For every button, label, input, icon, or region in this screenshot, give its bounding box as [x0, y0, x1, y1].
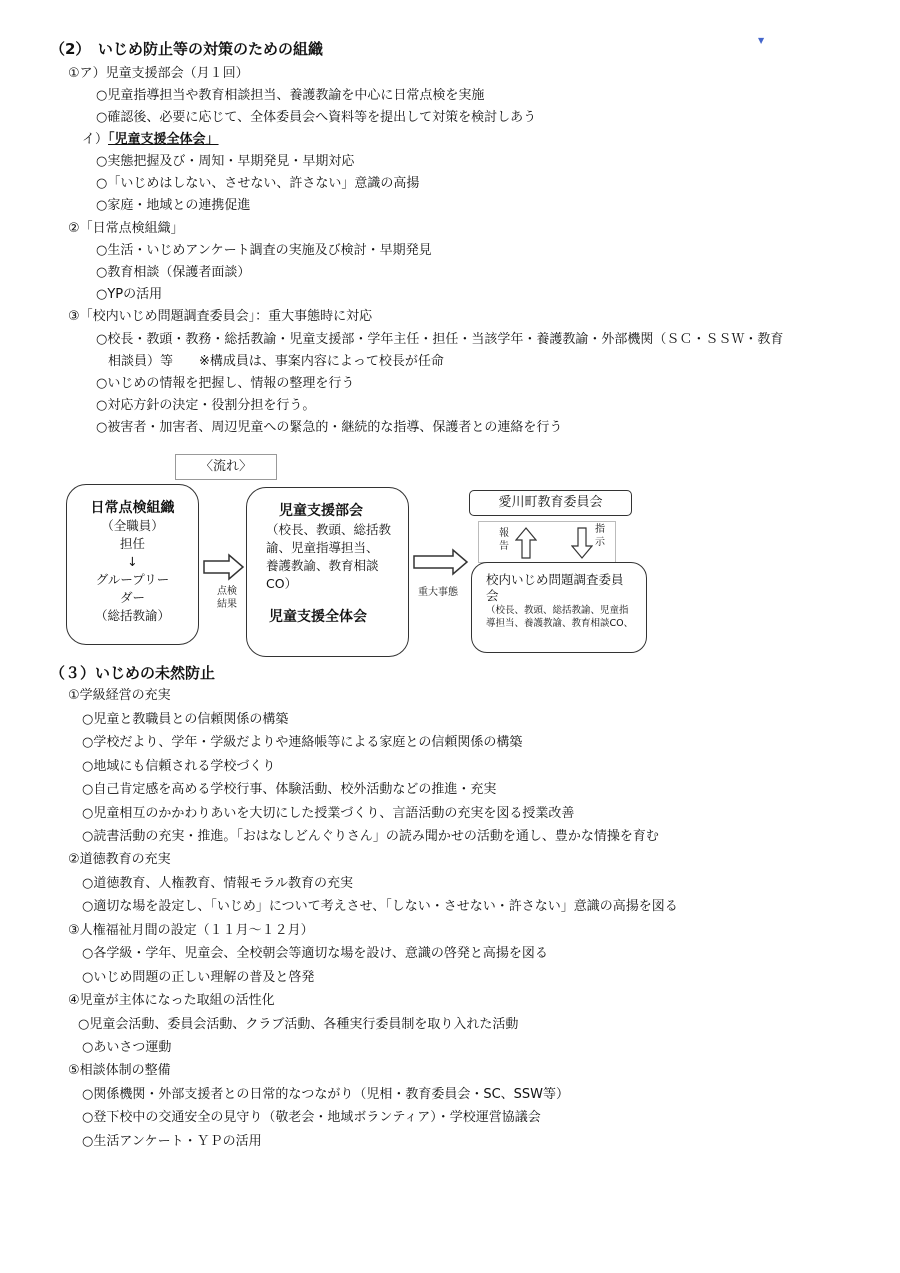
box-line: ↓ — [127, 554, 138, 569]
text-line: ○学校だより、学年・学級だよりや連絡帳等による家庭との信頼関係の構築 — [82, 735, 523, 750]
up-arrow-icon — [515, 527, 537, 559]
text-line: ②「日常点検組織」 — [68, 221, 184, 236]
section-3-heading: （３）いじめの未然防止 — [50, 664, 216, 682]
box-line: （校長、教頭、総括教諭、児童指 — [486, 605, 629, 616]
box-line: ダー — [119, 590, 145, 605]
corner-mark: ▼ — [758, 36, 765, 45]
text-line: ○生活アンケート・ＹＰの活用 — [82, 1134, 262, 1149]
text-line: ○いじめ問題の正しい理解の普及と啓発 — [82, 970, 315, 985]
box-line: 会 — [486, 588, 499, 603]
text-line: ○各学級・学年、児童会、全校朝会等適切な場を設け、意識の啓発と高揚を図る — [82, 946, 548, 961]
text-line: ○登下校中の交通安全の見守り（敬老会・地域ボランティア）・学校運営協議会 — [82, 1110, 541, 1125]
text-line: ○教育相談（保護者面談） — [96, 265, 251, 280]
box-title: 児童支援部会 — [279, 503, 363, 519]
text-line: ○自己肯定感を高める学校行事、体験活動、校外活動などの推進・充実 — [82, 782, 497, 797]
arrow-label: 重大事態 — [418, 587, 458, 598]
box-line: 校内いじめ問題調査委員 — [486, 572, 624, 587]
text-line: ○地域にも信頼される学校づくり — [82, 759, 276, 774]
text-line: ○家庭・地域との連携促進 — [96, 198, 251, 213]
text-line: ○被害者・加害者、周辺児童への緊急的・継続的な指導、保護者との連絡を行う — [96, 420, 563, 435]
text-line: ○あいさつ運動 — [82, 1040, 172, 1055]
text-line: ①学級経営の充実 — [68, 688, 171, 703]
text-line: ①ア）児童支援部会（月１回） — [68, 66, 249, 81]
report-label — [496, 527, 512, 553]
box-line: 導担当、養護教諭、教育相談CO、 — [486, 618, 634, 629]
text-line — [82, 131, 219, 149]
text-line: ○YPの活用 — [96, 287, 163, 302]
arrow-label-line: 点検 — [217, 586, 237, 597]
text-line: 相談員）等 ※構成員は、事案内容によって校長が任命 — [108, 354, 444, 369]
report-label-line: 告 — [499, 541, 509, 552]
box-line: （全職員） — [101, 518, 164, 533]
section-2-heading: （2） いじめ防止等の対策のための組織 — [50, 40, 323, 58]
text-line: ○いじめの情報を把握し、情報の整理を行う — [96, 376, 355, 391]
text-line: ③人権福祉月間の設定（１１月～１２月） — [68, 923, 314, 938]
down-arrow-icon — [571, 527, 593, 559]
box-line: 担任 — [119, 536, 145, 551]
report-label-line: 報 — [499, 528, 509, 539]
right-arrow-icon — [203, 553, 245, 581]
box-title: 日常点検組織 — [90, 500, 175, 516]
board-of-education-box: 愛川町教育委員会 — [469, 490, 632, 516]
underlined-title: 「児童支援全体会」 — [108, 132, 219, 147]
text-prefix: イ） — [82, 132, 109, 147]
box-line: グループリー — [95, 572, 170, 587]
text-line: ○校長・教頭・教務・総括教諭・児童支援部・学年主任・担任・当該学年・養護教諭・外部機関（ＳＣ・ＳＳＷ・教育 — [96, 332, 784, 347]
instruct-label-line: 示 — [595, 537, 605, 548]
box-line: 諭、児童指導担当、 — [266, 540, 379, 555]
text-line: ○児童相互のかかわりあいを大切にした授業づくり、言語活動の充実を図る授業改善 — [82, 806, 575, 821]
text-line: ○対応方針の決定・役割分担を行う。 — [96, 398, 316, 413]
box-line: CO） — [266, 576, 298, 591]
text-line: ⑤相談体制の整備 — [68, 1063, 171, 1078]
investigation-committee-box — [471, 562, 647, 653]
instruct-label-line: 指 — [595, 524, 605, 535]
right-arrow-icon — [413, 548, 469, 576]
box-title-2: 児童支援全体会 — [269, 609, 367, 625]
arrow-label — [210, 585, 244, 611]
text-line: ④児童が主体になった取組の活性化 — [68, 993, 275, 1008]
text-line: ○児童と教職員との信頼関係の構築 — [82, 712, 289, 727]
text-line: ○児童会活動、委員会活動、クラブ活動、各種実行委員制を取り入れた活動 — [78, 1017, 519, 1032]
text-line: ○関係機関・外部支援者との日常的なつながり（児相・教育委員会・SC、SSW等） — [82, 1087, 570, 1102]
instruct-label — [592, 523, 608, 549]
text-line: ○児童指導担当や教育相談担当、養護教諭を中心に日常点検を実施 — [96, 88, 485, 103]
box-line: （校長、教頭、総括教 — [266, 522, 392, 537]
text-line: ○確認後、必要に応じて、全体委員会へ資料等を提出して対策を検討しあう — [96, 110, 537, 125]
daily-check-box — [66, 484, 199, 645]
text-line: ○生活・いじめアンケート調査の実施及び検討・早期発見 — [96, 243, 432, 258]
text-line: ○適切な場を設定し、「いじめ」について考えさせ、「しない・させない・許さない」意識の高揚を図る — [82, 899, 678, 914]
text-line: ○「いじめはしない、させない、許さない」意識の高揚 — [96, 176, 420, 191]
box-line: 養護教諭、教育相談 — [266, 558, 379, 573]
arrow-label-line: 結果 — [217, 599, 237, 610]
text-line: ○道徳教育、人権教育、情報モラル教育の充実 — [82, 876, 353, 891]
text-line: ○実態把握及び・周知・早期発見・早期対応 — [96, 154, 355, 169]
flow-label: 〈流れ〉 — [175, 454, 277, 480]
text-line: ○読書活動の充実・推進。「おはなしどんぐりさん」の読み聞かせの活動を通し、豊かな情操を育む — [82, 829, 659, 844]
text-line: ②道徳教育の充実 — [68, 852, 171, 867]
text-line: ③「校内いじめ問題調査委員会」：重大事態時に対応 — [68, 309, 373, 324]
support-committee-box — [246, 487, 409, 657]
box-line: （総括教諭） — [94, 608, 170, 623]
